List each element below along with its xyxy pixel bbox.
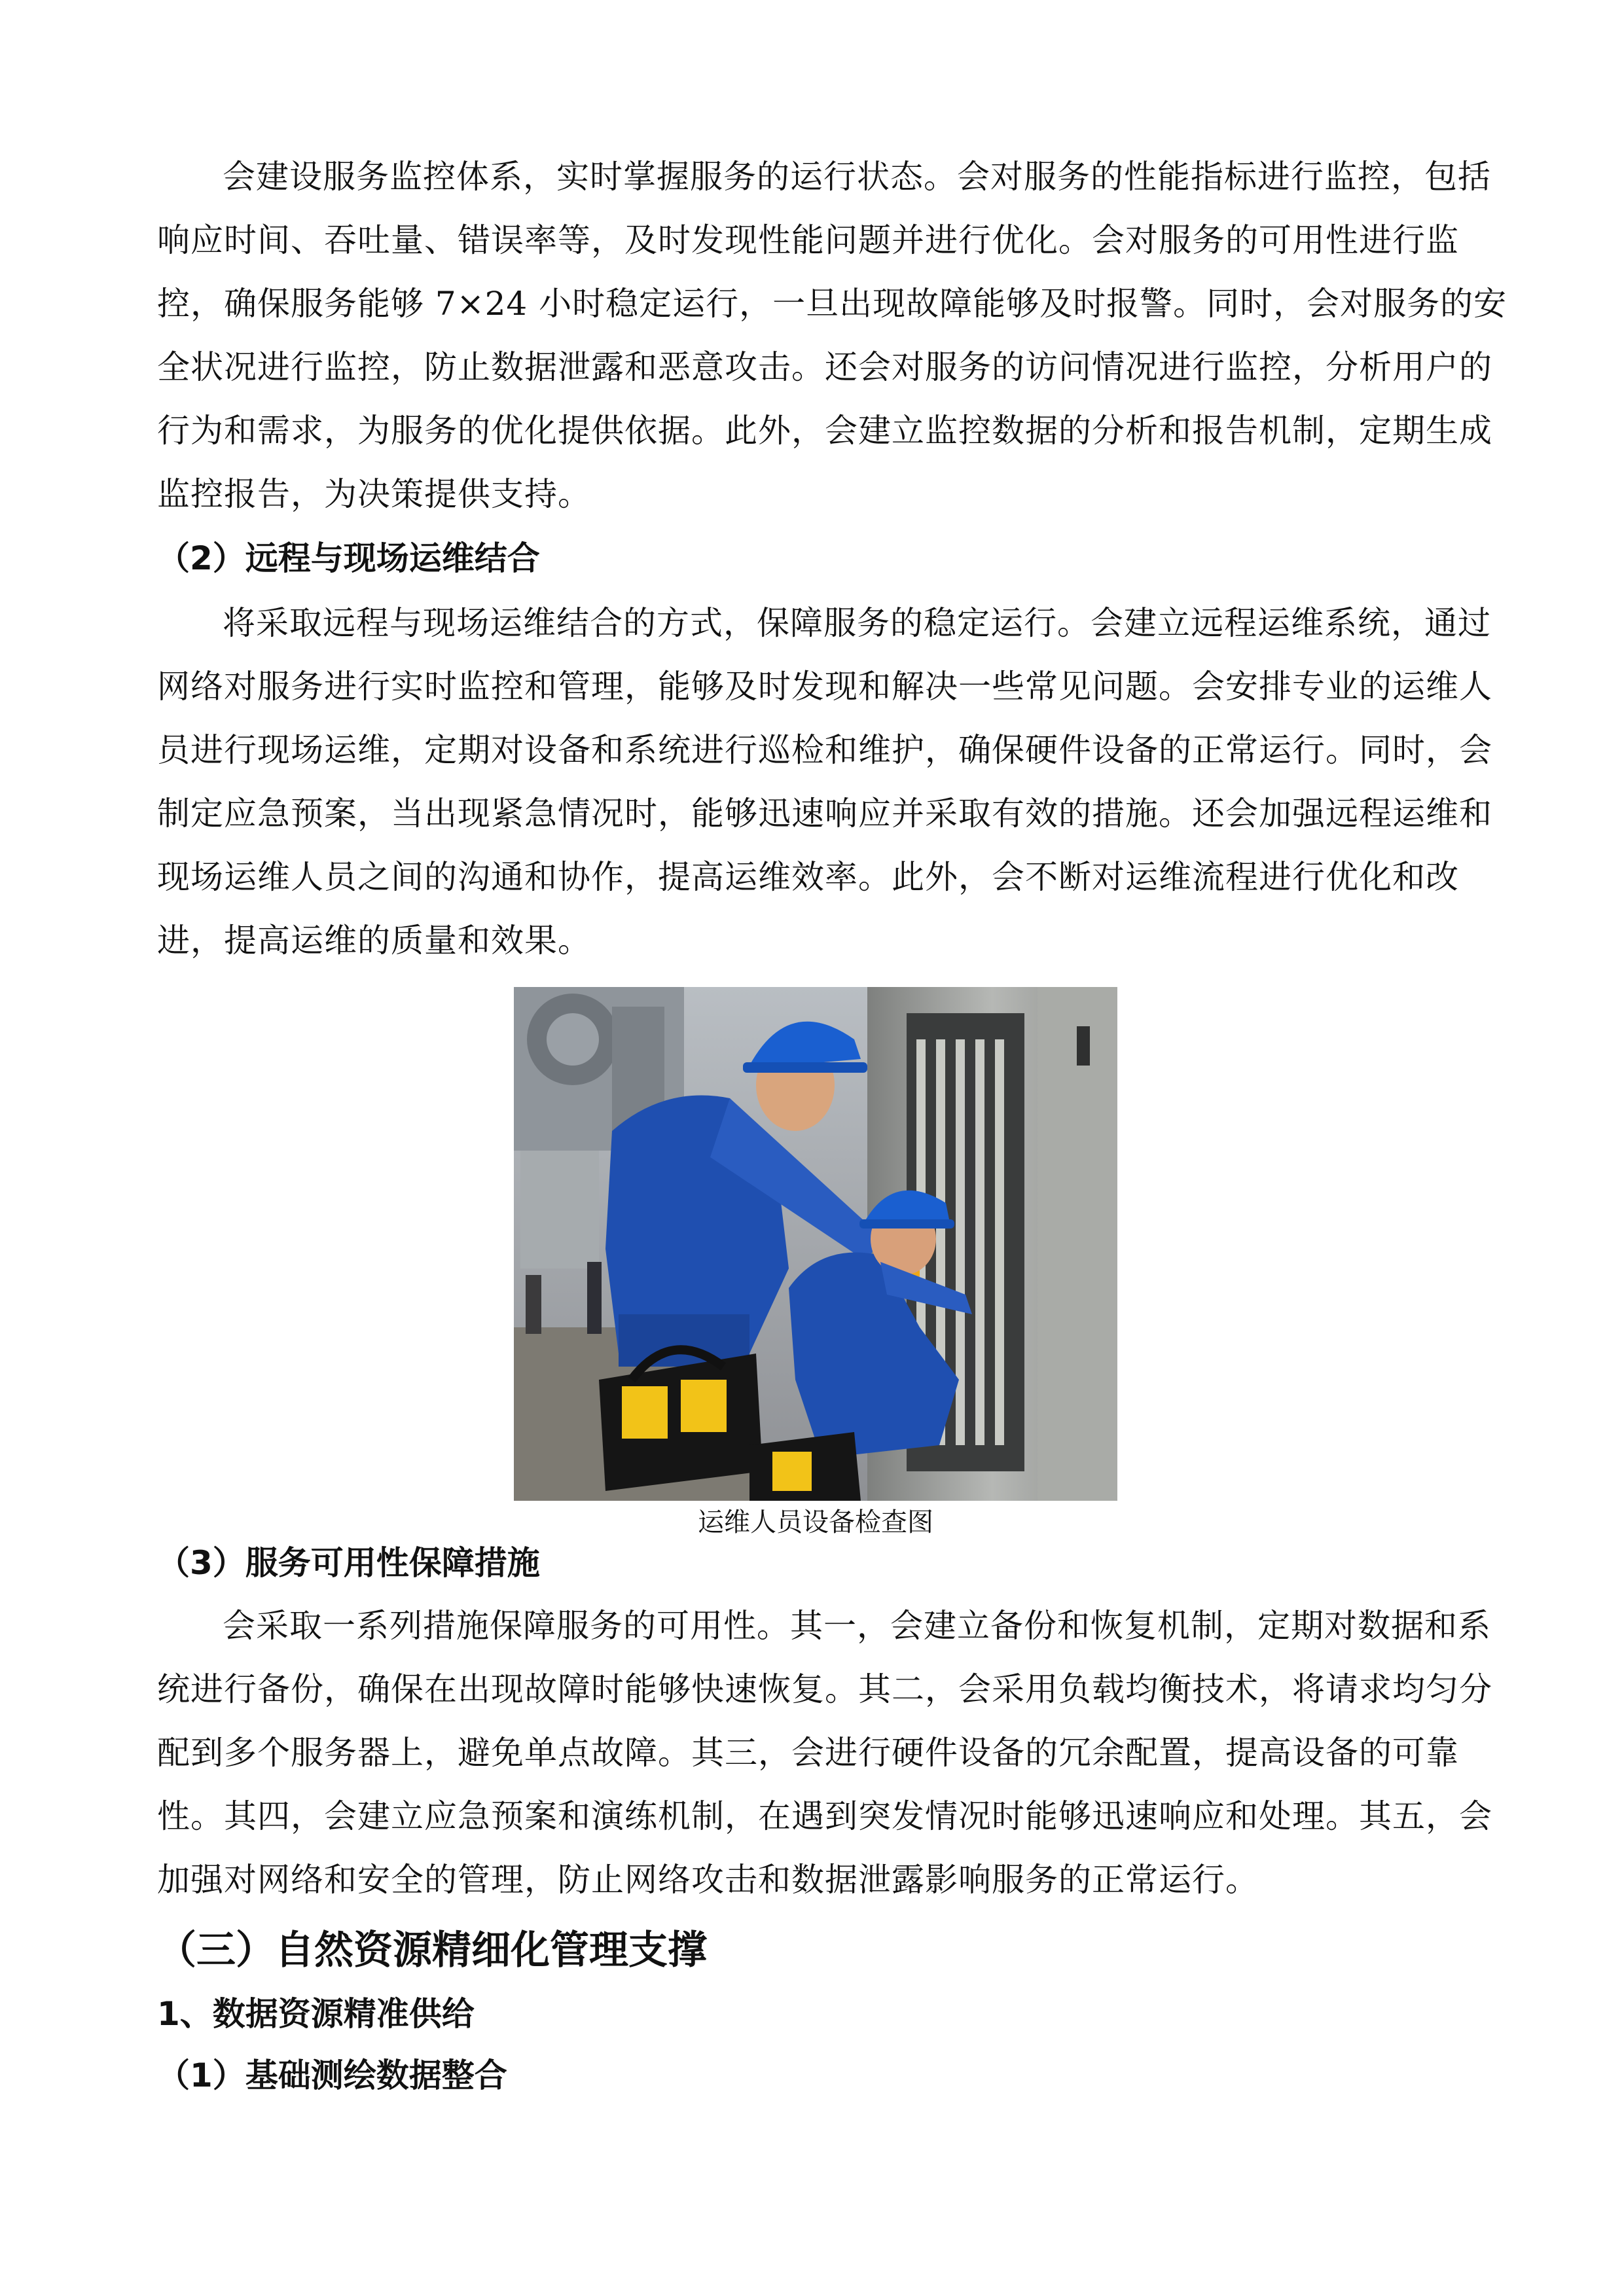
text-line: 响应时间、吞吐量、错误率等，及时发现性能问题并进行优化。会对服务的可用性进行监 [157,221,1459,259]
paragraph-monitoring [157,145,1507,526]
text-line: 员进行现场运维，定期对设备和系统进行巡检和维护，确保硬件设备的正常运行。同时，会 [157,731,1492,769]
text-line: 进，提高运维的质量和效果。 [157,922,591,960]
text-line: 会采取一系列措施保障服务的可用性。其一，会建立备份和恢复机制，定期对数据和系 [223,1607,1491,1645]
text-line: 加强对网络和安全的管理，防止网络攻击和数据泄露影响服务的正常运行。 [157,1861,1259,1899]
paragraph-remote-onsite [157,592,1492,973]
text-line: 配到多个服务器上，避免单点故障。其三，会进行硬件设备的冗余配置，提高设备的可靠 [157,1734,1459,1772]
text-line: 制定应急预案，当出现紧急情况时，能够迅速响应并采取有效的措施。还会加强远程运维和 [157,795,1492,833]
subheading-data-supply: 1、数据资源精准供给 [157,1995,475,2033]
text-line: 统进行备份，确保在出现故障时能够快速恢复。其二，会采用负载均衡技术，将请求均匀分 [157,1670,1492,1708]
text-line: 会建设服务监控体系，实时掌握服务的运行状态。会对服务的性能指标进行监控，包括 [223,158,1491,196]
text-line: 性。其四，会建立应急预案和演练机制，在遇到突发情况时能够迅速响应和处理。其五，会 [157,1797,1492,1835]
text-line: 行为和需求，为服务的优化提供依据。此外，会建立监控数据的分析和报告机制，定期生成 [157,412,1492,450]
figure-caption: 运维人员设备检查图 [698,1507,933,1537]
technician-inspection-photo [514,987,1117,1501]
text-line: 监控报告，为决策提供支持。 [157,475,591,513]
section-heading-natural-resources: （三）自然资源精细化管理支撑 [157,1928,707,1973]
text-line: 将采取远程与现场运维结合的方式，保障服务的稳定运行。会建立远程运维系统，通过 [223,604,1491,642]
subheading-basic-survey: （1）基础测绘数据整合 [157,2056,507,2094]
text-line: 现场运维人员之间的沟通和协作，提高运维效率。此外，会不断对运维流程进行优化和改 [157,858,1459,896]
text-line: 控，确保服务能够 7×24 小时稳定运行，一旦出现故障能够及时报警。同时，会对服务的安 [157,285,1507,323]
paragraph-availability [157,1594,1492,1912]
text-line: 全状况进行监控，防止数据泄露和恶意攻击。还会对服务的访问情况进行监控，分析用户的 [157,348,1492,386]
subheading-availability: （3）服务可用性保障措施 [157,1544,540,1582]
text-line: 网络对服务进行实时监控和管理，能够及时发现和解决一些常见问题。会安排专业的运维人 [157,668,1492,706]
subheading-remote-onsite: （2）远程与现场运维结合 [157,539,540,577]
